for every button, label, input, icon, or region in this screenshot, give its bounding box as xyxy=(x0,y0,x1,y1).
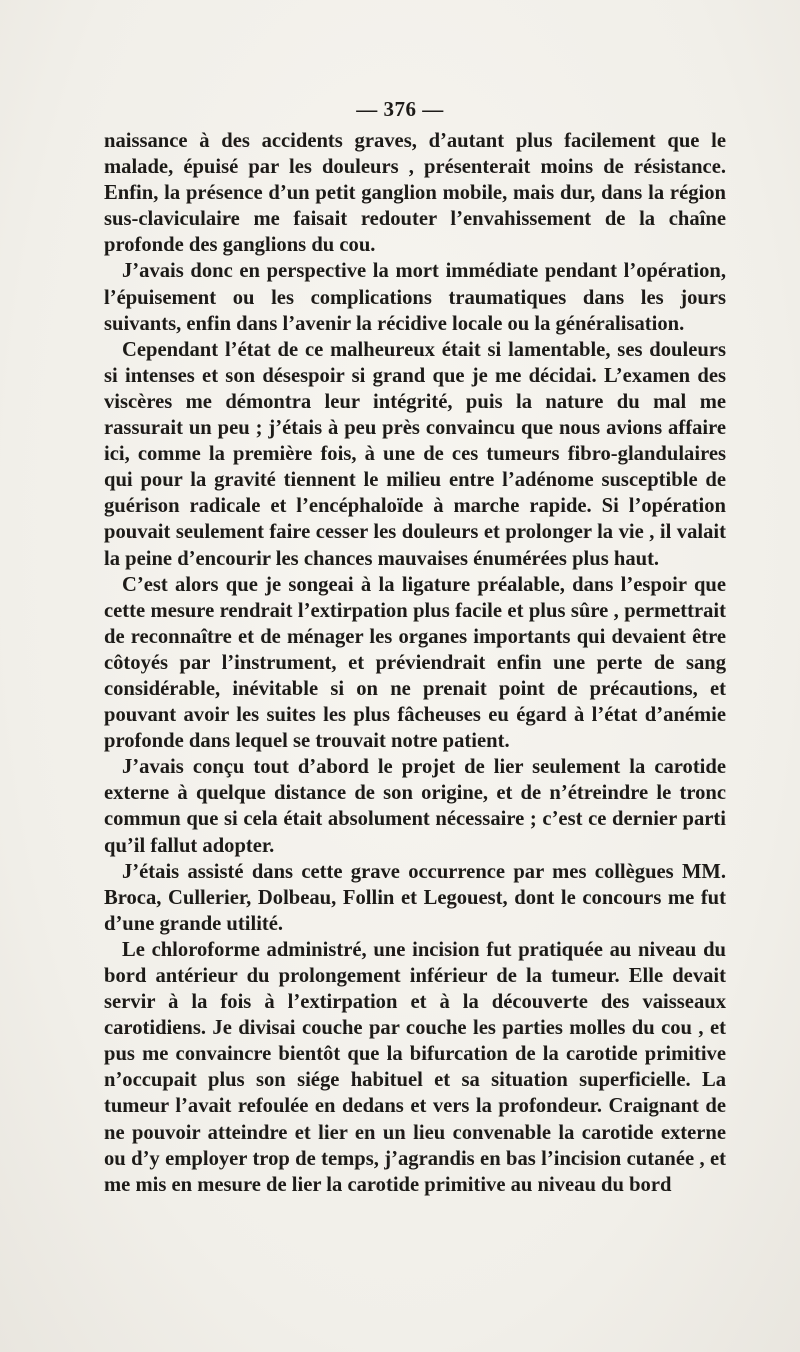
paragraph-2: J’avais donc en perspective la mort immédiate pendant l’opération, l’épuisement ou les complications traumatiques dans les jours suivants, enfin dans l’avenir la récidive locale ou la généralisation. xyxy=(104,260,726,335)
paragraph-3: Cependant l’état de ce malheureux était si lamentable, ses douleurs si intenses et son désespoir si grand que je me décidai. L’examen des viscères me démontra leur intégrité, puis la nature du mal me rassurait un peu ; j’étais à peu près convaincu que nous avions affaire ici, comme la première fois, à une de ces tumeurs fibro-glandulaires qui pour la gravité tiennent le milieu entre l’adénome susceptible de guérison radicale et l’encéphaloïde à marche rapide. Si l’opération pouvait seulement faire cesser les douleurs et prolonger la vie , il valait la peine d’encourir les chances mauvaises énumérées plus haut. xyxy=(104,338,726,570)
paragraph-7: Le chloroforme administré, une incision fut pratiquée au niveau du bord antérieur du prolongement inférieur de la tumeur. Elle devait servir à la fois à l’extirpation et à la découverte des vaisseaux carotidiens. Je divisai couche par couche les parties molles du cou , et pus me convaincre bientôt que la bifurcation de la carotide primitive n’occupait plus son siége habituel et sa situation superficielle. La tumeur l’avait refoulée en dedans et vers la profondeur. Craignant de ne pouvoir atteindre et lier en un lieu convenable la carotide externe ou d’y employer trop de temps, j’agrandis en bas l’incision cutanée , et me mis en mesure de lier la carotide primitive au niveau du bord xyxy=(104,938,726,1196)
paragraph-4: C’est alors que je songeai à la ligature préalable, dans l’espoir que cette mesure rendrait l’extirpation plus facile et plus sûre , permettrait de reconnaître et de ménager les organes importants qui devaient être côtoyés par l’instrument, et préviendrait enfin une perte de sang considérable, inévitable si on ne prenait point de précautions, et pouvant avoir les suites les plus fâcheuses eu égard à l’état d’anémie profonde dans lequel se trouvait notre patient. xyxy=(104,573,726,753)
paragraph-6: J’étais assisté dans cette grave occurrence par mes collègues MM. Broca, Cullerier, Dolbeau, Follin et Legouest, dont le concours me fut d’une grande utilité. xyxy=(104,860,726,935)
body-text xyxy=(104,128,726,1198)
paragraph-1: naissance à des accidents graves, d’autant plus facilement que le malade, épuisé par les douleurs , présenterait moins de résistance. Enfin, la présence d’un petit ganglion mobile, mais dur, dans la région sus-claviculaire me faisait redouter l’envahissement de la chaîne profonde des ganglions du cou. xyxy=(104,130,726,257)
paragraph-5: J’avais conçu tout d’abord le projet de lier seulement la carotide externe à quelque distance de son origine, et de n’étreindre le tronc commun que si cela était absolument nécessaire ; c’est ce dernier parti qu’il fallut adopter. xyxy=(104,756,726,857)
page-number: — 376 — xyxy=(356,97,444,121)
